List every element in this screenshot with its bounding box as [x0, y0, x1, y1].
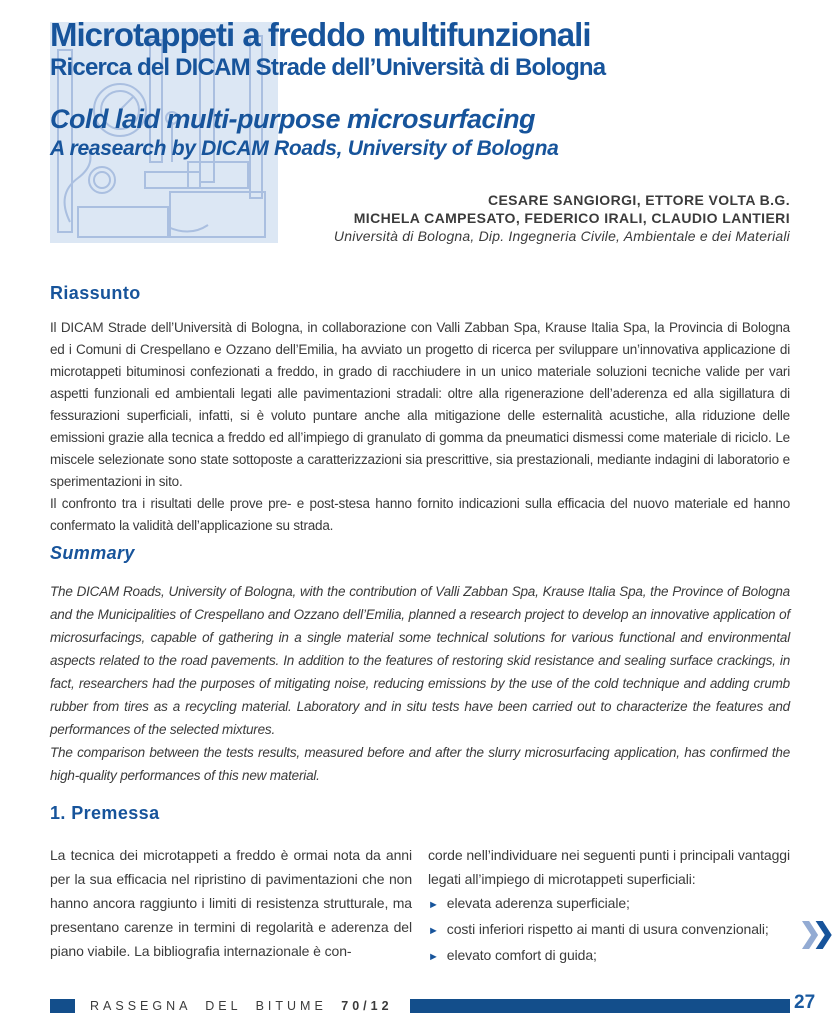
article-title-italian: Microtappeti a freddo multifunzionali — [50, 16, 591, 53]
summary-heading: Summary — [50, 543, 135, 563]
premessa-right-intro: corde nell’individuare nei seguenti punti i principali vantaggi legati all’impiego di microtappeti superficiali: — [428, 847, 790, 887]
list-item — [428, 891, 790, 917]
triangle-bullet-icon: ► — [428, 899, 439, 911]
triangle-bullet-icon: ► — [428, 951, 439, 963]
summary-paragraph-1: The DICAM Roads, University of Bologna, with the contribution of Valli Zabban Spa, Krause Italia Spa, the Province of Bologna and the Municipalities of Crespellano and Ozzano dell’Emilia, planned a research project to develop an innovative application of microsurfacings, capable of gathering in a single material some technical solutions for various functional and environmental aspects related to the road pavements. In addition to the features of restoring skid resistance and sealing surface crackings, in fact, researchers had the purposes of mitigating noise, reducing emissions by the use of the cold technique and adding crumb rubber from tires as a recycling material. Laboratory and in situ tests have been carried out to characterize the features and performances of the selected mixtures. — [50, 584, 790, 737]
page-number: 27 — [794, 992, 816, 1013]
chevron-right-icon: ❯ — [812, 918, 826, 948]
riassunto-paragraph-1: Il DICAM Strade dell’Università di Bologna, in collaborazione con Valli Zabban Spa, Krause Italia Spa, la Provincia di Bologna ed i Comuni di Crespellano e Ozzano dell’Emilia, ha avviato un progetto di ricerca per sviluppare un’innovativa applicazione di microtappeti bituminosi confezionati a freddo, in grado di racchiudere in un unico materiale soluzioni tecniche valide per vari aspetti funzionali ed ambientali legati alle pavimentazioni stradali: oltre alla rigenerazione dell’aderenza ed alla sigillatura di fessurazioni superficiali, infatti, si è voluto puntare anche alla mitigazione delle esternalità acustiche, alla riduzione delle emissioni grazie alla tecnica a freddo ed all’impiego di granulato di gomma da pneumatici dismessi come materiale di riciclo. Le miscele selezionate sono state sottoposte a caratterizzazioni sia prescrittive, sia prestazionali, mediante indagini di laboratorio e sperimentazioni in sito. — [50, 320, 790, 489]
title-block — [50, 16, 790, 81]
advantages-list — [428, 891, 790, 969]
list-item — [428, 943, 790, 969]
premessa-column-right — [428, 843, 790, 969]
summary-body — [50, 580, 790, 787]
authors-line-2: MICHELA CAMPESATO, FEDERICO IRALI, CLAUDIO LANTIERI — [353, 210, 790, 226]
article-subtitle-italian: Ricerca del DICAM Strade dell’Università di Bologna — [50, 54, 606, 81]
premessa-columns — [50, 843, 790, 969]
chevron-right-icon: ❯ — [798, 918, 813, 948]
premessa-heading: 1. Premessa — [50, 803, 160, 823]
journal-name: RASSEGNA DEL BITUME — [90, 999, 327, 1013]
riassunto-heading: Riassunto — [50, 283, 141, 303]
article-subtitle-english: A reasearch by DICAM Roads, University of Bologna — [50, 137, 559, 160]
triangle-bullet-icon: ► — [428, 925, 439, 937]
summary-paragraph-2: The comparison between the tests results, measured before and after the slurry microsurfacing application, has confirmed the high-quality performances of this new material. — [50, 745, 790, 783]
list-item-text: costi inferiori rispetto ai manti di usura convenzionali; — [446, 921, 769, 937]
list-item-text: elevata aderenza superficiale; — [446, 895, 630, 911]
title-block-english — [50, 103, 558, 162]
footer-journal-title — [90, 999, 393, 1013]
list-item — [428, 917, 790, 943]
authors-block — [334, 191, 790, 245]
list-item-text: elevato comfort di guida; — [446, 947, 597, 963]
journal-issue: 70/12 — [341, 999, 393, 1013]
riassunto-paragraph-2: Il confronto tra i risultati delle prove pre- e post-stesa hanno fornito indicazioni sulla efficacia del nuovo materiale ed hanno confermato la validità dell’applicazione su strada. — [50, 496, 790, 533]
footer-accent-square — [50, 999, 75, 1013]
authors-line-1: CESARE SANGIORGI, ETTORE VOLTA B.G. — [487, 192, 790, 208]
article-title-english: Cold laid multi-purpose microsurfacing — [50, 104, 536, 134]
riassunto-body — [50, 317, 790, 537]
continued-next-page-icon — [799, 918, 836, 949]
premessa-column-left: La tecnica dei microtappeti a freddo è ormai nota da anni per la sua efficacia nel ripristino di pavimentazioni che non hanno ancora raggiunto i limiti di resistenza strutturale, ma presentano carenze in termini di regolarità e aderenza del piano viabile. La bibliografia internazionale è con- — [50, 847, 412, 959]
authors-affiliation: Università di Bologna, Dip. Ingegneria Civile, Ambientale e dei Materiali — [333, 228, 790, 244]
footer-rule-bar — [410, 999, 790, 1013]
